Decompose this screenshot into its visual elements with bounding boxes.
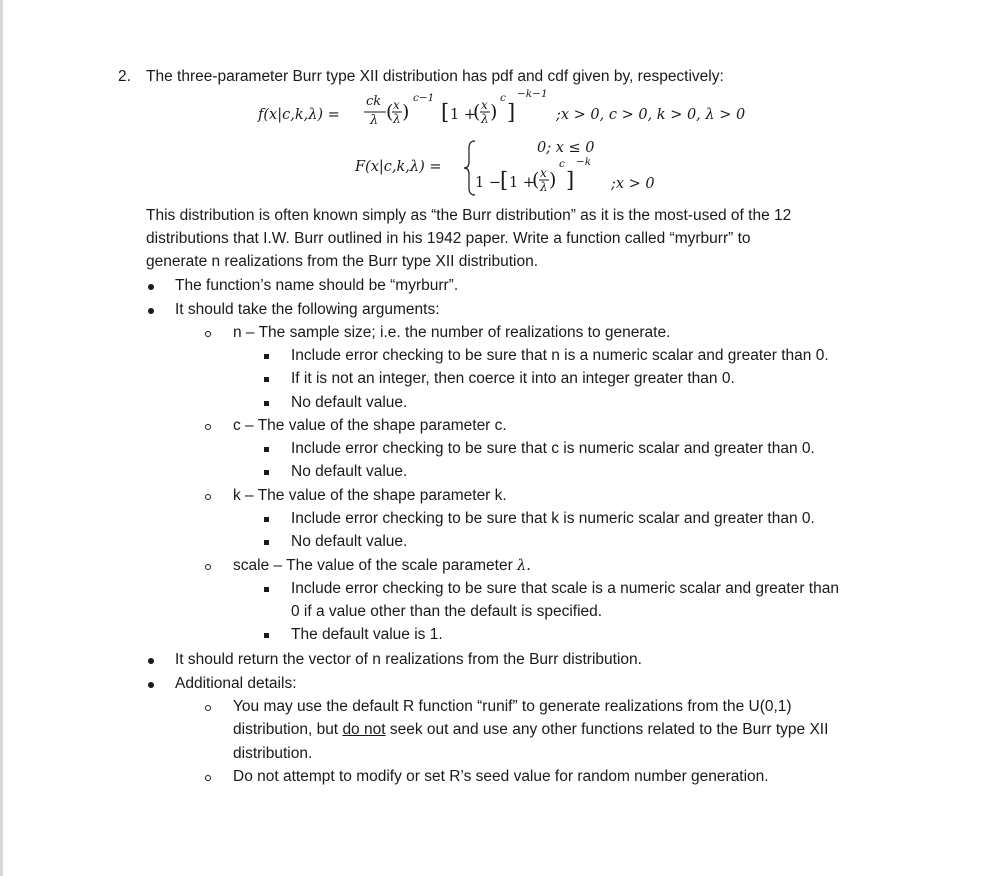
problem-intro: The three-parameter Burr type XII distribution has pdf and cdf given by, respectively:	[146, 68, 724, 85]
sub-bullet-circle	[205, 705, 211, 711]
cdf-bracket-close: ]	[566, 168, 575, 192]
arg-n-default: No default value.	[291, 394, 408, 411]
sub-sub-bullet-square	[264, 447, 269, 452]
arg-k-default: No default value.	[291, 533, 408, 550]
detail-do-not: do not	[342, 721, 386, 738]
cdf-case1: 0; x ≤ 0	[537, 140, 595, 156]
cdf-case2-start: 1 −	[475, 175, 501, 191]
sub-sub-bullet-square	[264, 470, 269, 475]
bullet-return: It should return the vector of n realizations from the Burr distribution.	[175, 651, 642, 668]
arg-scale-check: Include error checking to be sure that scale is a numeric scalar and greater than	[291, 580, 839, 597]
arg-n-coerce: If it is not an integer, then coerce it into an integer greater than 0.	[291, 370, 735, 387]
pdf-lhs: f(x|c,k,λ) =	[258, 107, 340, 123]
bullet-dot	[148, 682, 154, 688]
pdf-frac-l: λ	[393, 112, 401, 126]
sub-bullet-circle	[205, 564, 211, 570]
cdf-frac-l: λ	[540, 180, 548, 194]
detail-runif-pre: distribution, but	[233, 721, 343, 738]
sub-sub-bullet-square	[264, 377, 269, 382]
cdf-lhs: F(x|c,k,λ) =	[355, 159, 442, 175]
arg-scale	[233, 556, 531, 576]
arg-scale-default: The default value is 1.	[291, 626, 443, 643]
detail-runif-post: seek out and use any other functions related to the Burr type XII	[385, 721, 829, 738]
arg-scale-text: scale – The value of the scale parameter	[233, 557, 518, 574]
pdf-exp1: c−1	[413, 92, 435, 104]
pdf-paren-close: )	[402, 101, 410, 123]
pdf-frac-den: λ	[370, 113, 379, 128]
pdf-paren-close-2: )	[490, 101, 498, 123]
detail-runif-cont	[233, 720, 828, 740]
cdf-inner-exp: c	[559, 158, 565, 170]
sub-bullet-circle	[205, 775, 211, 781]
arg-c: c – The value of the shape parameter c.	[233, 417, 507, 434]
pdf-condition: ;x > 0, c > 0, k > 0, λ > 0	[556, 107, 746, 123]
detail-seed: Do not attempt to modify or set R’s seed value for random number generation.	[233, 768, 769, 785]
pdf-inner-exp: c	[500, 92, 506, 104]
arg-k: k – The value of the shape parameter k.	[233, 487, 507, 504]
arg-scale-symbol: λ.	[517, 558, 531, 574]
pdf-frac-num: ck	[366, 94, 382, 109]
para-line-3: generate n realizations from the Burr type XII distribution.	[146, 253, 539, 270]
sub-sub-bullet-square	[264, 587, 269, 592]
cdf-outer-exp: −k	[576, 156, 592, 168]
pdf-frac-l-2: λ	[481, 112, 489, 126]
problem-number: 2.	[118, 68, 131, 85]
detail-runif: You may use the default R function “runif” to generate realizations from the U(0,1)	[233, 698, 792, 715]
pdf-exp2: −k−1	[517, 88, 548, 100]
sub-sub-bullet-square	[264, 354, 269, 359]
pdf-bracket-open: [	[441, 100, 450, 124]
pdf-bracket-close: ]	[507, 100, 516, 124]
bullet-arguments: It should take the following arguments:	[175, 301, 440, 318]
cdf-case2-cond: ;x > 0	[611, 176, 655, 192]
bullet-dot	[148, 308, 154, 314]
sub-bullet-circle	[205, 424, 211, 430]
pdf-bracket-one: 1 +	[450, 107, 476, 123]
bullet-dot	[148, 284, 154, 290]
pdf-frac-x-2: x	[481, 98, 488, 112]
bullet-dot	[148, 658, 154, 664]
sub-bullet-circle	[205, 331, 211, 337]
cdf-paren-open: (	[532, 169, 540, 191]
para-line-1: This distribution is often known simply as “the Burr distribution” as it is the most-used of the 12	[146, 207, 792, 224]
cdf-paren-close: )	[549, 169, 557, 191]
bullet-function-name: The function’s name should be “myrburr”.	[175, 277, 459, 294]
arg-scale-check-cont: 0 if a value other than the default is specified.	[291, 603, 603, 620]
sub-sub-bullet-square	[264, 633, 269, 638]
sub-sub-bullet-square	[264, 540, 269, 545]
arg-c-check: Include error checking to be sure that c is numeric scalar and greater than 0.	[291, 440, 815, 457]
detail-runif-end: distribution.	[233, 745, 313, 762]
pdf-paren-open-2: (	[473, 101, 481, 123]
sub-sub-bullet-square	[264, 517, 269, 522]
bullet-additional: Additional details:	[175, 675, 297, 692]
page-left-border	[0, 0, 3, 876]
sub-bullet-circle	[205, 494, 211, 500]
pdf-paren-open: (	[386, 101, 394, 123]
arg-c-default: No default value.	[291, 463, 408, 480]
sub-sub-bullet-square	[264, 401, 269, 406]
cdf-bracket-open: [	[500, 168, 509, 192]
arg-n: n – The sample size; i.e. the number of realizations to generate.	[233, 324, 671, 341]
cdf-frac-x: x	[540, 166, 547, 180]
arg-n-check: Include error checking to be sure that n is a numeric scalar and greater than 0.	[291, 347, 829, 364]
cdf-bracket-one: 1 +	[509, 175, 535, 191]
pdf-frac-x: x	[393, 98, 400, 112]
arg-k-check: Include error checking to be sure that k is numeric scalar and greater than 0.	[291, 510, 815, 527]
para-line-2: distributions that I.W. Burr outlined in his 1942 paper. Write a function called “myrburr” to	[146, 230, 751, 247]
